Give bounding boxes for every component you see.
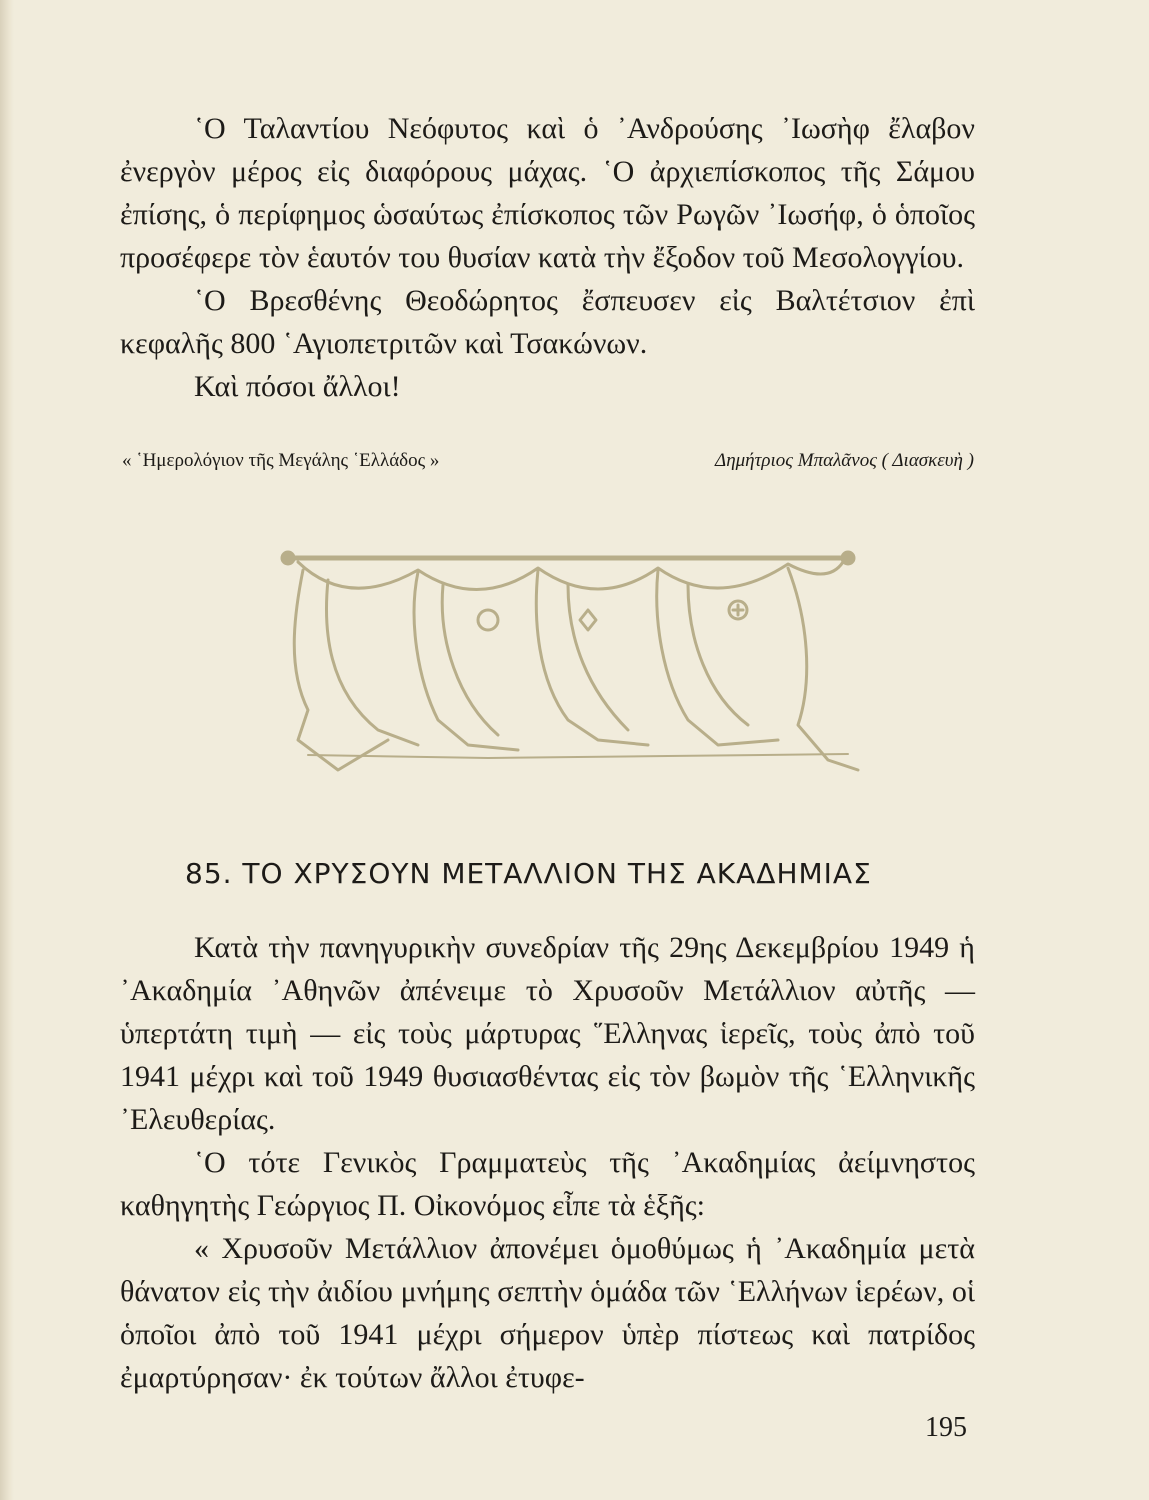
vignette-drawing — [282, 552, 858, 770]
source-author: Δημήτριος Μπαλᾶνος ( Διασκευὴ ) — [715, 450, 974, 471]
paragraph-bishops: ῾Ο Ταλαντίου Νεόφυτος καὶ ὁ ᾿Ανδρούσης ᾿Ιωσὴφ ἔλαβον ἐνεργὸν μέρος εἰς διαφόρους μάχας. ῾Ο ἀρχιεπίσκοπος τῆς Σάμου ἐπίσης, ὁ περίφημος ὡσαύτως ἐπίσκοπος τῶν Ρωγῶν ᾿Ιωσήφ, ὁ ὁποῖος προσέφερε τὸν ἑαυτόν του θυσίαν κατὰ τὴν ἔξοδον τοῦ Μεσολογγίου. — [120, 112, 975, 274]
draped-flags-icon — [268, 540, 868, 790]
top-text-block — [120, 107, 975, 408]
page-number: 195 — [925, 1412, 967, 1443]
source-citation — [122, 450, 974, 472]
page-binding-edge — [0, 0, 14, 1500]
paragraph-vresthenis: ῾Ο Βρεσθένης Θεοδώρητος ἔσπευσεν εἰς Βαλτέτσιον ἐπὶ κεφαλῆς 800 ῾Αγιοπετριτῶν καὶ Τσακώνων. — [120, 284, 975, 360]
paragraph-academy-award: Κατὰ τὴν πανηγυρικὴν συνεδρίαν τῆς 29ης Δεκεμβρίου 1949 ἡ ᾿Ακαδημία ᾿Αθηνῶν ἀπένειμε τὸ Χρυσοῦν Μετάλλιον αὐτῆς — ὑπερτάτη τιμὴ — εἰς τοὺς μάρτυρας ῞Ελληνας ἱερεῖς, τοὺς ἀπὸ τοῦ 1941 μέχρι καὶ τοῦ 1949 θυσιασθέντας εἰς τὸν βωμὸν τῆς ῾Ελληνικῆς ᾿Ελευθερίας. — [120, 931, 975, 1136]
paragraph-secretary: ῾Ο τότε Γενικὸς Γραμματεὺς τῆς ᾿Ακαδημίας ἀείμνηστος καθηγητὴς Γεώργιος Π. Οἰκονόμος εἶπε τὰ ἑξῆς: — [120, 1146, 975, 1222]
section-heading: 85. ΤΟ ΧΡΥΣΟΥΝ ΜΕΤΑΛΛΙΟΝ ΤΗΣ ΑΚΑΔΗΜΙΑΣ — [185, 857, 872, 890]
section-text-block — [120, 926, 975, 1399]
paragraph-how-many-others: Καὶ πόσοι ἄλλοι! — [194, 370, 401, 403]
paragraph-quotation: « Χρυσοῦν Μετάλλιον ἀπονέμει ὁμοθύμως ἡ ᾿Ακαδημία μετὰ θάνατον εἰς τὴν ἀιδίου μνήμης σεπτὴν ὁμάδα τῶν ῾Ελλήνων ἱερέων, οἱ ὁποῖοι ἀπὸ τοῦ 1941 μέχρι σήμερον ὑπὲρ πίστεως καὶ πατρίδος ἐμαρτύρησαν· ἐκ τούτων ἄλλοι ἐτυφε- — [120, 1232, 975, 1394]
source-title: « ῾Ημερολόγιον τῆς Μεγάλης ῾Ελλάδος » — [122, 450, 440, 471]
